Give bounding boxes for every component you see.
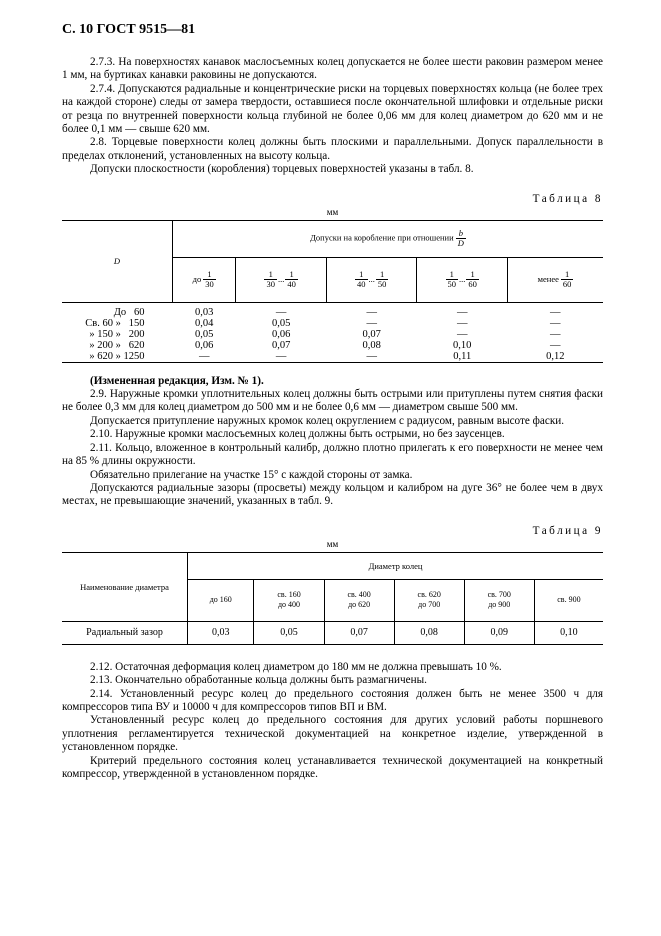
table9-subcol-1 xyxy=(254,580,324,622)
table-row xyxy=(62,302,603,318)
subcol-prefix: менее xyxy=(537,273,559,284)
paragraph: 2.12. Остаточная деформация колец диаметром до 180 мм не должна превышать 10 %. xyxy=(90,660,502,673)
page-header: С. 10 ГОСТ 9515—81 xyxy=(62,22,196,37)
table9-cell: 0,09 xyxy=(464,621,534,644)
subcol-line: до 900 xyxy=(488,600,511,610)
table9-caption: Таблица 9 xyxy=(532,524,603,537)
paragraph: 2.7.4. Допускаются радиальные и концентрические риски на торцевых поверхностях кольца (не более трех на каждой стороне) следы от замера твердости, оставшиеся после окончательной шлифовки и отдельные риски от резца по внутренней поверхности кольца глубиной не более 0,06 мм для колец диаметром до 620 мм и не более 0,1 мм — свыше 620 мм. xyxy=(62,82,603,136)
table9-row-name: Радиальный зазор xyxy=(86,627,163,639)
table8-cell: — xyxy=(198,350,210,362)
table8-caption: Таблица 8 xyxy=(532,192,603,205)
table8-row-d: » 150 » 200 xyxy=(89,328,145,340)
table9-units: мм xyxy=(326,538,339,549)
table8-cell: — xyxy=(456,306,468,318)
table9-cell: 0,10 xyxy=(534,621,603,644)
document-page xyxy=(62,22,603,781)
paragraph: Критерий предельного состояния колец устанавливается технической документацией на конкретный компрессор, утвержденной в установленном порядке. xyxy=(62,754,603,780)
subcol-line: до 620 xyxy=(348,600,371,610)
table-row xyxy=(62,340,603,351)
table8-cell: 0,07 xyxy=(362,328,381,340)
fraction: $\frac{1}{40}$ xyxy=(357,269,366,290)
table8-row-d: » 200 » 620 xyxy=(89,339,145,351)
table8-cell: — xyxy=(456,328,468,340)
table8-row-d: » 620 » 1250 xyxy=(89,350,145,362)
subcol-line: св. 700 xyxy=(487,590,511,600)
table8-cell: 0,08 xyxy=(362,339,381,351)
table8-cell: — xyxy=(550,328,561,340)
paragraph: Обязательно прилегание на участке 15° с каждой стороны от замка. xyxy=(90,468,413,481)
table8-cell: 0,06 xyxy=(271,328,291,340)
table8-subcol-1 xyxy=(236,257,327,302)
fraction: $\frac{1}{40}$ xyxy=(287,269,296,290)
paragraph: 2.9. Наружные кромки уплотнительных колец должны быть острыми или притуплены путем снятия фаски не более 0,3 мм для колец диаметром до 500 мм и не более 0,6 мм — диаметром свыше 500 мм. xyxy=(62,388,603,414)
table-row xyxy=(62,351,603,363)
table-row xyxy=(62,329,603,340)
fraction: $\frac{1}{30}$ xyxy=(266,269,275,290)
table8-group-header xyxy=(173,220,604,257)
table8-col-d: D xyxy=(62,220,173,302)
table8-subcol-2 xyxy=(326,257,417,302)
table9-cell: 0,05 xyxy=(254,621,324,644)
table9-subcol-3 xyxy=(394,580,464,622)
paragraph: 2.7.3. На поверхностях канавок маслосъемных колец допускается не более шести раковин размером менее 1 мм, на буртиках канавки раковины не допускаются. xyxy=(62,56,603,82)
subcol-prefix: до xyxy=(192,273,202,284)
table8 xyxy=(62,220,603,363)
paragraph: Допускаются радиальные зазоры (просветы) между кольцом и калибром на дуге 36° не более чем в двух местах, не превышающие значений, указанных в табл. 9. xyxy=(62,481,603,508)
table8-cell: — xyxy=(366,350,377,362)
text-block-bottom xyxy=(62,661,603,782)
table9-subcol-4 xyxy=(464,580,534,622)
table8-cell: — xyxy=(550,317,561,329)
table8-row-d: Св. 60 » 150 xyxy=(85,317,145,329)
table9-cell: 0,03 xyxy=(188,621,254,644)
table8-cell: — xyxy=(456,317,468,329)
paragraph: 2.10. Наружные кромки маслосъемных колец должны быть острыми, но без заусенцев. xyxy=(90,428,505,441)
fraction: $\frac{1}{60}$ xyxy=(468,269,477,290)
table9-col-name: Наименование диаметра xyxy=(62,552,188,621)
paragraph: 2.13. Окончательно обработанные кольца должны быть размагничены. xyxy=(90,674,427,687)
table9-subcol-0 xyxy=(188,580,254,622)
table8-cell: 0,12 xyxy=(546,350,565,362)
fraction: $\frac{1}{30}$ xyxy=(205,269,214,290)
fraction: $\frac{1}{50}$ xyxy=(447,269,457,290)
table8-cell: — xyxy=(550,339,561,351)
table8-cell: 0,05 xyxy=(195,328,214,340)
subcol-line: св. 620 xyxy=(417,590,441,600)
subcol-sep: ... xyxy=(368,273,375,284)
table9-subcol-2 xyxy=(324,580,394,622)
fraction: $\frac{1}{50}$ xyxy=(377,269,387,290)
subcol-line: св. 900 xyxy=(557,595,581,605)
table8-cell: — xyxy=(275,350,287,362)
table8-cell: 0,04 xyxy=(195,317,214,329)
subcol-line: до 400 xyxy=(277,600,301,610)
table8-row-d: До 60 xyxy=(113,306,145,318)
fraction: $\frac{1}{60}$ xyxy=(562,269,572,290)
paragraph: Установленный ресурс колец до предельного состояния для других условий работы поршневого уплотнения регламентируется технической документацией на конкретное изделие, утвержденной в установленном порядке. xyxy=(62,714,603,754)
table8-subcol-4 xyxy=(508,257,604,302)
subcol-line: св. 160 xyxy=(277,590,301,600)
text-block-top xyxy=(62,56,603,177)
table8-cell: — xyxy=(366,306,377,318)
table8-group-label: Допуски на коробление при отношении xyxy=(310,232,454,243)
subcol-sep: ... xyxy=(459,273,466,284)
table8-cell: 0,10 xyxy=(453,339,472,351)
table8-group-frac: $\frac{b}{D}$ xyxy=(457,228,464,249)
subcol-line: до 160 xyxy=(209,595,232,605)
table8-cell: 0,07 xyxy=(271,339,291,351)
table-row xyxy=(62,318,603,329)
table8-subcol-3 xyxy=(417,257,508,302)
subcol-line: св. 400 xyxy=(347,590,371,600)
table8-units: мм xyxy=(326,206,339,217)
table9-subcol-5 xyxy=(534,580,603,622)
table8-cell: — xyxy=(550,306,561,318)
table8-cell: 0,11 xyxy=(453,350,472,362)
paragraph: 2.11. Кольцо, вложенное в контрольный калибр, должно плотно прилегать к его поверхности не менее чем на 85 % длины окружности. xyxy=(62,441,603,468)
table8-cell: 0,05 xyxy=(271,317,291,329)
table8-cell: — xyxy=(366,317,377,329)
table8-subcol-0 xyxy=(173,257,236,302)
subcol-line: до 700 xyxy=(418,600,441,610)
edition-note: (Измененная редакция, Изм. № 1). xyxy=(90,374,264,387)
table8-cell: 0,06 xyxy=(195,339,214,351)
paragraph: 2.14. Установленный ресурс колец до предельного состояния должен быть не менее 3500 ч для компрессоров типа ВУ и 10000 ч для компрессоров типов ВП и ВМ. xyxy=(62,687,603,713)
paragraph: Допускается притупление наружных кромок колец округлением с радиусом, равным высоте фаски. xyxy=(90,414,565,427)
paragraph: 2.8. Торцевые поверхности колец должны быть плоскими и параллельными. Допуск параллельности в пределах отклонений, установленных на высоту кольца. xyxy=(62,136,603,162)
table9-cell: 0,07 xyxy=(324,621,394,644)
table8-cell: 0,03 xyxy=(195,306,214,318)
table9-cell: 0,08 xyxy=(394,621,464,644)
table8-cell: — xyxy=(275,306,287,318)
text-block-mid xyxy=(62,388,603,509)
paragraph: Допуски плоскостности (коробления) торцевых поверхностей указаны в табл. 8. xyxy=(90,163,474,176)
table9-group-header: Диаметр колец xyxy=(188,552,604,579)
table9 xyxy=(62,552,603,645)
subcol-sep: ... xyxy=(277,273,285,284)
